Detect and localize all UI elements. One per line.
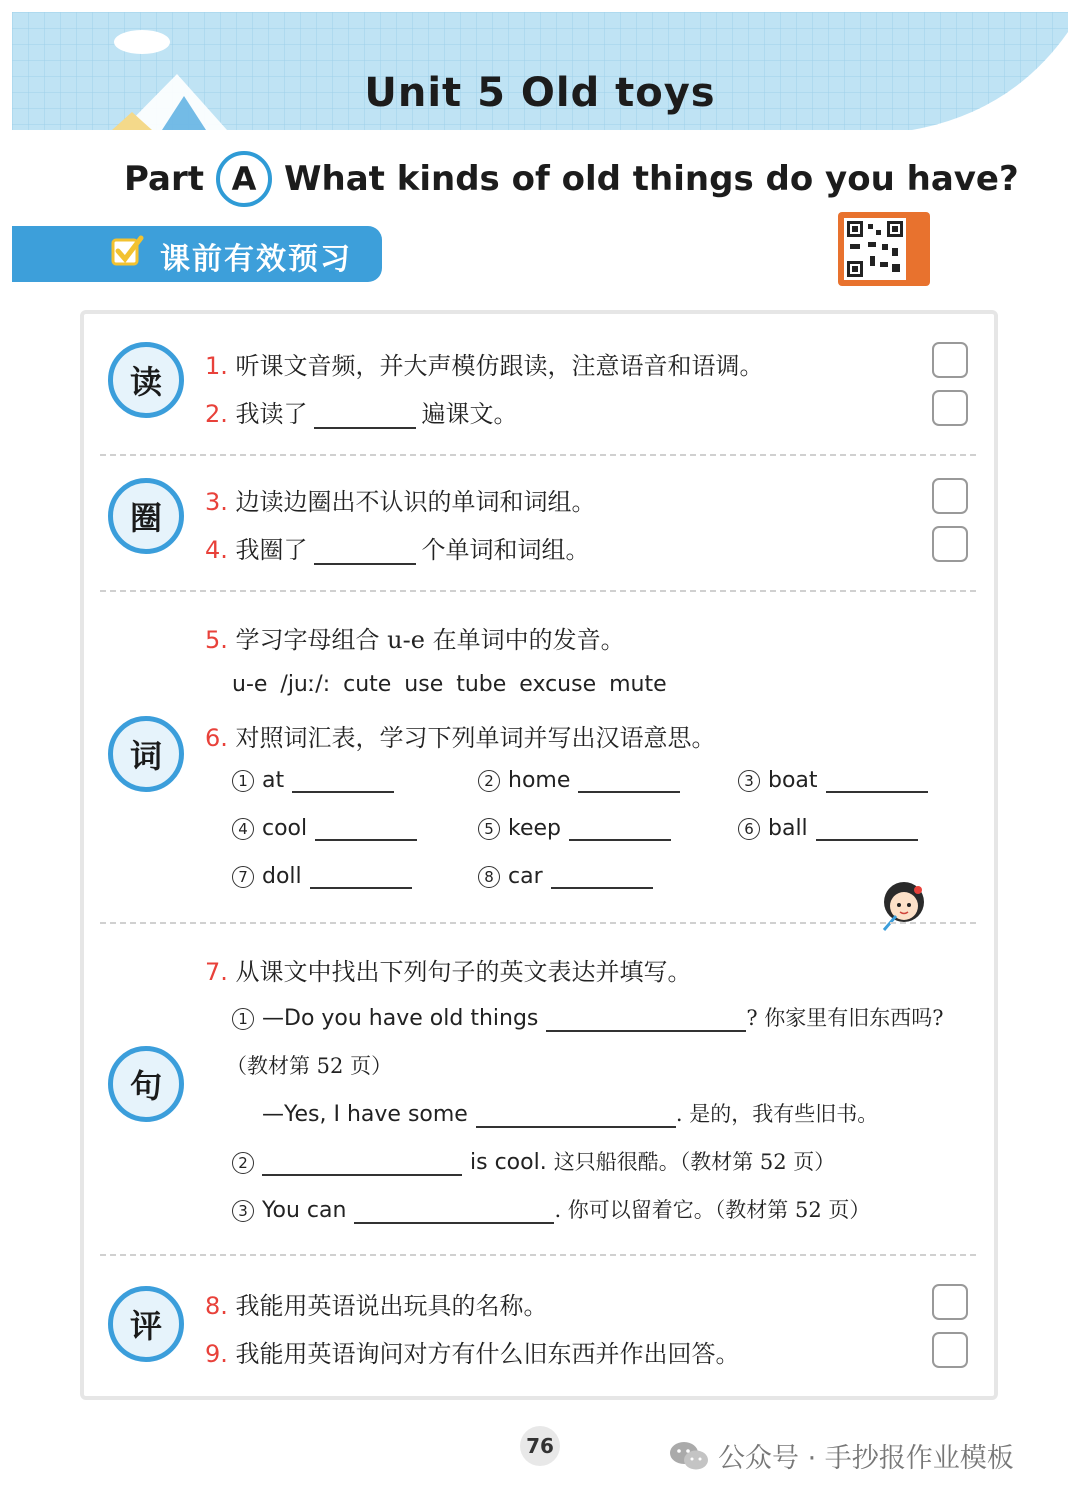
part-label: Part: [124, 159, 204, 199]
badge-words: 词: [108, 716, 184, 792]
item-8: 8. 我能用英语说出玩具的名称。: [205, 1292, 548, 1320]
page-number: 76: [520, 1426, 560, 1466]
sentence-3: 3 You can . 你可以留着它。（教材第 52 页）: [232, 1194, 870, 1224]
divider: [100, 590, 976, 592]
item-7: 7. 从课文中找出下列句子的英文表达并填写。: [205, 958, 692, 986]
part-question: What kinds of old things do you have?: [283, 159, 1019, 199]
divider: [100, 454, 976, 456]
badge-read: 读: [108, 342, 184, 418]
answer-blank[interactable]: [314, 541, 416, 565]
checkbox-4[interactable]: [932, 526, 968, 562]
part-heading: [124, 148, 1019, 210]
checkbox-8[interactable]: [932, 1284, 968, 1320]
badge-sentences: 句: [108, 1046, 184, 1122]
vocab-item: 4 cool: [232, 816, 417, 841]
item-4: 4. 我圈了 个单词和词组。: [205, 536, 590, 564]
sentence-2: 2 is cool. 这只船很酷。（教材第 52 页）: [232, 1146, 835, 1176]
vocab-item: 7 doll: [232, 864, 412, 889]
sentence-1: 1 —Do you have old things ? 你家里有旧东西吗?: [232, 1002, 944, 1032]
vocab-item: 2 home: [478, 768, 680, 793]
item-2: 2. 我读了 遍课文。: [205, 400, 518, 428]
answer-blank[interactable]: [314, 405, 416, 429]
wechat-icon: [668, 1440, 710, 1472]
item-6: 6. 对照词汇表，学习下列单词并写出汉语意思。: [205, 724, 716, 752]
unit-title: Unit 5 Old toys: [364, 70, 716, 116]
badge-evaluate: 评: [108, 1286, 184, 1362]
checkbox-1[interactable]: [932, 342, 968, 378]
item-1: 1. 听课文音频，并大声模仿跟读，注意语音和语调。: [205, 352, 764, 380]
badge-circle: 圈: [108, 478, 184, 554]
vocab-item: 6 ball: [738, 816, 918, 841]
checkbox-9[interactable]: [932, 1332, 968, 1368]
qr-code-icon[interactable]: [838, 212, 930, 286]
checkbox-checked-icon: [110, 234, 144, 268]
vocab-item: 8 car: [478, 864, 653, 889]
checkbox-2[interactable]: [932, 390, 968, 426]
watermark: 公众号 · 手抄报作业模板: [668, 1436, 1014, 1475]
item-9: 9. 我能用英语询问对方有什么旧东西并作出回答。: [205, 1340, 740, 1368]
vocab-item: 3 boat: [738, 768, 928, 793]
preview-card: [80, 310, 998, 1400]
vocab-item: 1 at: [232, 768, 394, 793]
divider: [100, 922, 976, 924]
divider: [100, 1254, 976, 1256]
item-5: 5. 学习字母组合 u-e 在单词中的发音。: [205, 626, 625, 654]
part-letter-badge: A: [216, 151, 272, 207]
phonics-line: u-e /juː/: cute use tube excuse mute: [232, 672, 667, 697]
sentence-1-reply: —Yes, I have some . 是的，我有些旧书。: [262, 1102, 879, 1127]
item-3: 3. 边读边圈出不认识的单词和词组。: [205, 488, 596, 516]
checkbox-3[interactable]: [932, 478, 968, 514]
section-tab-label: 课前有效预习: [160, 242, 352, 277]
vocab-item: 5 keep: [478, 816, 671, 841]
sentence-1-reference: （教材第 52 页）: [226, 1054, 393, 1078]
